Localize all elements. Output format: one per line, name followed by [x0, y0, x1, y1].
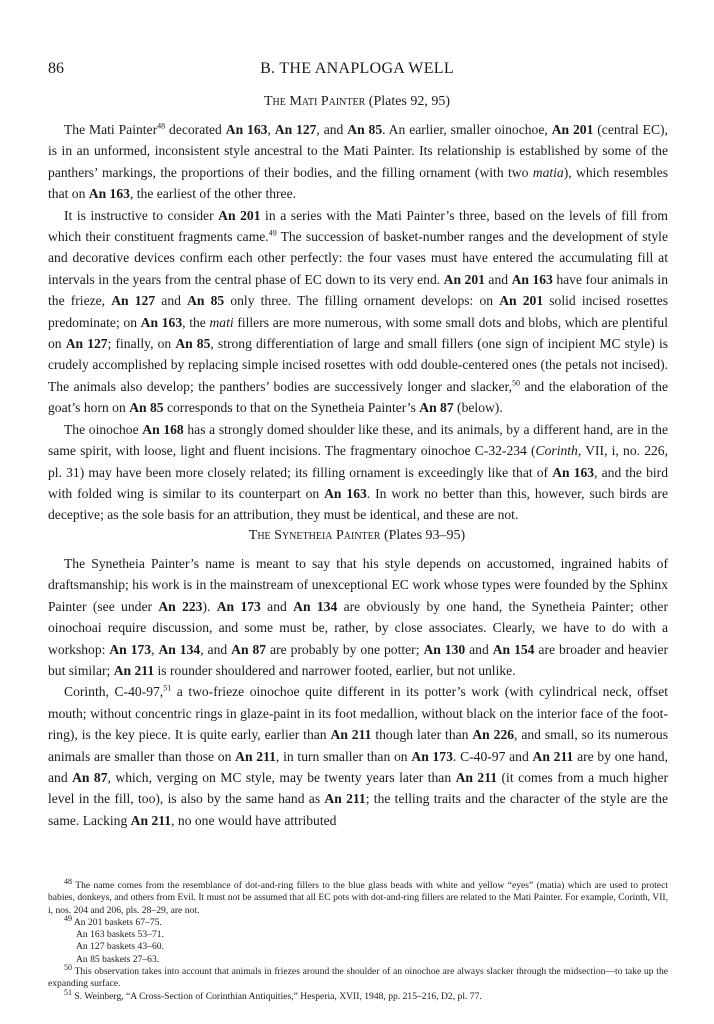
body-section-mati: [48, 119, 668, 526]
section-title-mati: [0, 94, 714, 110]
footnote-mark: 49: [64, 913, 72, 923]
body-section-synetheia: [48, 553, 668, 831]
paragraph: It is instructive to consider An 201 in a series with the Mati Painter’s three, based on the levels of fill from which their constituent fragments came.$^{49}$ The succession of basket-number ranges and the development of style and decorative devices confirm each other perfectly: the four vases must have entered the accumulating fill at intervals in the years from the central phase of EC down to its very end. An 201 and An 163 have four animals in the frieze, An 127 and An 85 only three. The filling ornament develops: on An 201 solid incised rosettes predominate; on An 163, the mati fillers are more numerous, with some small dots and blobs, which are plentiful on An 127; finally, on An 85, strong differentiation of large and small fillers (one sign of incipient MC style) is crudely accomplished by replacing simple incised rosettes with odd double-centered ones (the petals not incised). The animals also develop; the panthers’ bodies are successively longer and slacker,$^{50}$ and the elaboration of the goat’s horn on An 85 corresponds to that on the Synetheia Painter’s An 87 (below).: [48, 207, 669, 416]
footnote-49: [48, 913, 668, 929]
paragraph: Corinth, C-40-97,51 a two-frieze oinochoe quite different in its potter’s work (with cylindrical neck, offset mouth; without concentric rings in glaze-paint in its foot medallion, without black on the interior face of the foot-ring), is the key piece. It is quite early, earlier than An 211 though later than An 226, and small, so its numerous animals are smaller than those on An 211, in turn smaller than on An 173. C-40-97 and An 211 are by one hand, and An 87, which, verging on MC style, may be twenty years later than An 211 (it comes from a much higher level in the fill, too), is also by the same hand as An 211; the telling traits and the character of the style are the same. Lacking An 211, no one would have attributed: [48, 683, 669, 828]
footnote-text: The name comes from the resemblance of dot-and-ring fillers to the blue glass beads with white and yellow “eyes” (matia) which are used to protect babies, donkeys, and others from Evil. It must not be assumed that all EC pots with dot-and-ring fillers are related to the Mati Painter. For example, Corinth, VII, i, nos. 204 and 206, pls. 28–29, are not.: [48, 880, 668, 916]
section-title-mati-plates: (Plates 92, 95): [365, 94, 451, 109]
footnote-line: An 201 baskets 67–75.: [73, 916, 162, 928]
running-head: B. THE ANAPLOGA WELL: [260, 60, 454, 77]
paragraph: The oinochoe An 168 has a strongly domed shoulder like these, and its animals, by a different hand, are in the same spirit, with loose, light and fluent incisions. The fragmentary oinochoe C-32-234 (Corinth, VII, i, no. 226, pl. 31) may have been more closely related; its filling ornament is exceedingly like that of An 163, and the bird with folded wing is similar to its counterpart on An 163. In work no better than this, however, such birds are deceptive; as the sole basis for an attribution, they must be identical, and these are not.: [48, 421, 669, 523]
paragraph: The Mati Painter$^{48}$ decorated An 163, An 127, and An 85. An earlier, smaller oinochoe, An 201 (central EC), is in an unformed, inconsistent style ancestral to the Mati Painter. Its relationship is established by some of the panthers’ markings, the proportions of their bodies, and the filling ornament (with two matia), which resembles that on An 163, the earliest of the other three.: [48, 121, 668, 202]
section-title-synetheia-name: The Synetheia Painter: [248, 528, 381, 543]
section-title-synetheia: [0, 528, 714, 544]
section-title-synetheia-plates: (Plates 93–95): [380, 528, 466, 543]
footnote-mark: 51: [64, 987, 72, 997]
footnote-mark: 50: [64, 962, 72, 972]
footnote-line: An 163 baskets 53–71.: [76, 929, 164, 941]
footnotes: [48, 876, 668, 1003]
footnote-50: [48, 962, 668, 991]
page-number: 86: [48, 60, 64, 77]
paragraph: The Synetheia Painter’s name is meant to say that his style depends on accustomed, ingrained habits of draftsmanship; his work is in the mainstream of unexceptional EC work whose types were founded by the Sphinx Painter (see under An 223). An 173 and An 134 are obviously by one hand, the Synetheia Painter; other oinochoai require discussion, and some must be, rather, by close associates. Clearly, we have to do with a workshop: An 173, An 134, and An 87 are probably by one potter; An 130 and An 154 are broader and heavier but similar; An 211 is rounder shouldered and narrower footed, earlier, but not unlike.: [48, 556, 669, 679]
footnote-51: [48, 987, 668, 1003]
footnote-mark: 48: [64, 876, 72, 886]
footnote-line: An 85 baskets 27–63.: [76, 953, 160, 965]
section-title-mati-name: The Mati Painter: [263, 94, 366, 109]
footnote-line: An 127 baskets 43–60.: [76, 941, 164, 953]
footnote-text: This observation takes into account that animals in friezes around the shoulder of an oinochoe are always slacker through the midsection—to take up the expanding surface.: [48, 966, 668, 990]
footnote-48: [48, 876, 668, 917]
footnote-text: S. Weinberg, “A Cross-Section of Corinthian Antiquities,” Hesperia, XVII, 1948, pp. 215–216, D2, pl. 77.: [74, 990, 482, 1002]
